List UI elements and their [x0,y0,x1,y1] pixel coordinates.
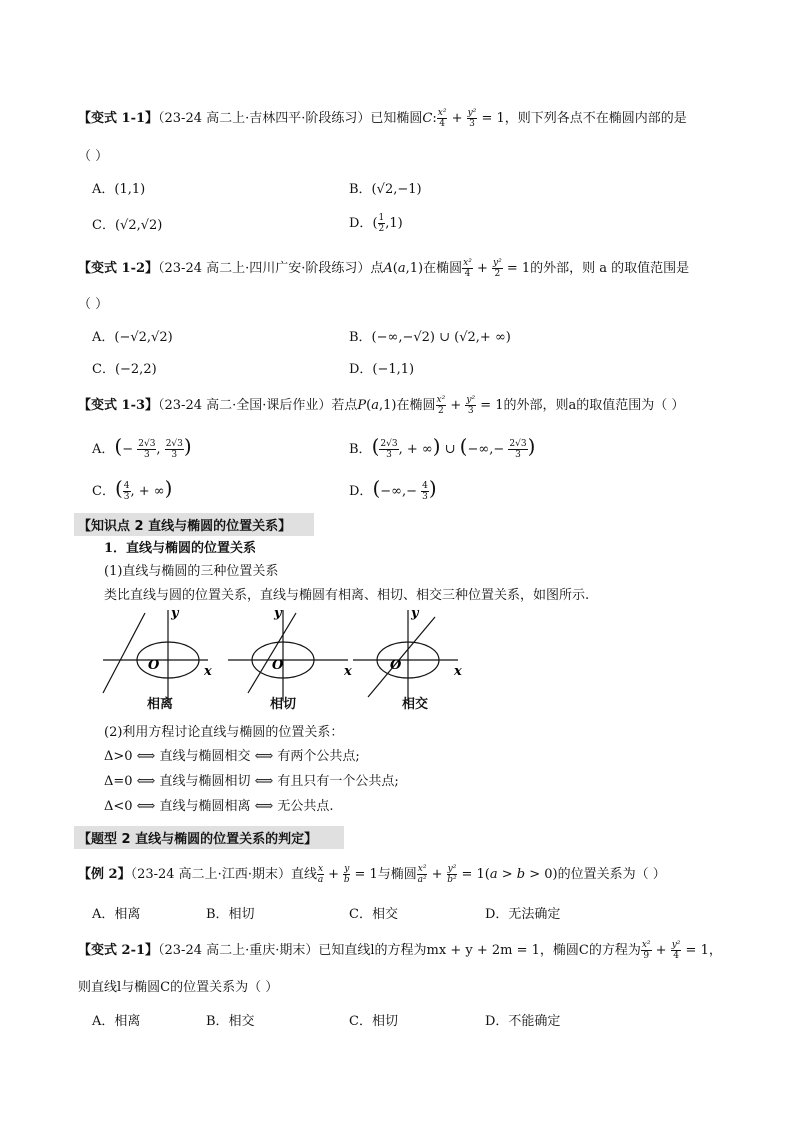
option-d: D．无法确定 [485,907,561,922]
option-c: C．(√2,√2) [92,218,163,233]
option-b: B．(√2,−1) [349,182,422,197]
question-source: （23-24 高二上·四川广安·阶段练习） [158,261,371,276]
question-1-3-stem: 【变式 1-3】（23-24 高二·全国·课后作业）若点P(a,1)在椭圆 $\frac{\text{x²}}{2}$ + $\frac{\text{y²}}{3}$ = 1的外部，则a的取值范围为（ ） [78,395,685,416]
x-label: x [454,664,462,679]
option-a: A．相离 [92,1014,141,1029]
question-1-1-stem: 【变式 1-1】（23-24 高二上·吉林四平·阶段练习）已知椭圆C: $\frac{\text{x²}}{4}$ + $\frac{\text{y²}}{3}$ = 1，则下列各点不在椭圆内部的是 [78,108,687,129]
question-tag: 【例 2】 [78,867,131,882]
figure-separate [103,610,208,701]
y-label: y [274,606,282,621]
origin-label: O [148,658,160,673]
question-tag: 【变式 2-1】 [78,943,159,958]
question-source: （23-24 高二上·重庆·期末） [158,943,319,958]
option-d: D．( $\frac{1}{2}$ ,1) [349,213,403,234]
question-1-2-stem: 【变式 1-2】（23-24 高二上·四川广安·阶段练习）点A(a,1)在椭圆 $\frac{\text{x²}}{4}$ + $\frac{\text{y²}}{2}$ = 1的外部，则 a 的取值范围是 [78,258,690,279]
option-b: B．( $\frac{2√3}{3}$ , + ∞) ∪ (−∞,− $\frac{2√3}{3}$ ) [349,434,536,460]
origin-label: O [390,658,402,673]
subsection-title: 1．直线与椭圆的位置关系 [104,541,257,556]
question-tag: 【变式 1-3】 [78,398,159,413]
option-b: B．相切 [206,907,255,922]
option-a: A．(− $\frac{2√3}{3}$ , $\frac{2√3}{3}$ ) [92,434,192,460]
answer-paren: （ ） [78,297,109,312]
option-d: D．(−1,1) [349,362,415,377]
y-label: y [411,606,419,621]
question-2-1-line2: 则直线l与椭圆C的位置关系为（ ） [78,980,279,995]
question-tag: 【变式 1-2】 [78,261,159,276]
question-tag: 【变式 1-1】 [78,111,159,126]
stem-text: ，则下列各点不在椭圆内部的是 [504,111,687,126]
figure-tangent [228,610,348,701]
question-source: （23-24 高二·全国·课后作业） [158,398,332,413]
y-label: y [171,606,179,621]
option-c: C．(−2,2) [92,362,157,377]
rule-intersect: Δ>0 ⟺ 直线与椭圆相交 ⟺ 有两个公共点; [104,749,360,764]
option-d: D．(−∞,− $\frac{4}{3}$ ) [349,476,437,502]
stem-text: 已知椭圆 [370,111,423,126]
figure-label-tangent: 相切 [270,697,297,712]
rule-tangent: Δ=0 ⟺ 直线与椭圆相切 ⟺ 有且只有一个公共点; [104,774,399,789]
question-source: （23-24 高二上·吉林四平·阶段练习） [158,111,371,126]
question-2-1-stem: 【变式 2-1】（23-24 高二上·重庆·期末）已知直线l的方程为mx + y + 2m = 1，椭圆C的方程为 $\frac{\text{x²}}{9}$ + $\frac{\text{y²}}{4}$ = 1， [78,940,722,961]
option-a: A．(−√2,√2) [92,330,173,345]
section-header-type-2: 【题型 2 直线与椭圆的位置关系的判定】 [74,826,344,849]
answer-paren: （ ） [78,149,109,164]
rule-separate: Δ<0 ⟺ 直线与椭圆相离 ⟺ 无公共点. [104,799,334,814]
x-label: x [204,664,212,679]
option-b: B．相交 [206,1014,255,1029]
option-b: B．(−∞,−√2) ∪ (√2,+ ∞) [349,330,511,345]
question-source: （23-24 高二上·江西·期末） [130,867,291,882]
line [368,617,435,697]
origin-label: O [272,658,284,673]
figure-label-intersect: 相交 [402,697,429,712]
figure-label-separate: 相离 [147,697,174,712]
section-header-knowledge-2: 【知识点 2 直线与椭圆的位置关系】 [74,513,314,536]
option-c: C．( $\frac{4}{3}$ , + ∞) [92,476,173,502]
figure-intersect [353,610,458,701]
option-c: C．相切 [349,1014,398,1029]
option-a: A．(1,1) [92,182,146,197]
option-d: D．不能确定 [485,1014,561,1029]
option-a: A．相离 [92,907,141,922]
x-label: x [344,664,352,679]
subheading-1: (1)直线与椭圆的三种位置关系 [104,564,279,579]
subheading-2: (2)利用方程讨论直线与椭圆的位置关系： [104,725,344,740]
option-c: C．相交 [349,907,398,922]
example-2-stem: 【例 2】（23-24 高二上·江西·期末）直线 $\frac{x}{a}$ + $\frac{y}{b}$ = 1与椭圆 $\frac{\text{x²}}{\text{a²}}$ + $\frac{\text{y²}}{\text{b²}}$ = 1(a > b > 0)的位置关系为（ ） [78,864,666,885]
paragraph: 类比直线与圆的位置关系，直线与椭圆有相离、相切、相交三种位置关系，如图所示. [104,588,590,603]
line [248,613,296,693]
